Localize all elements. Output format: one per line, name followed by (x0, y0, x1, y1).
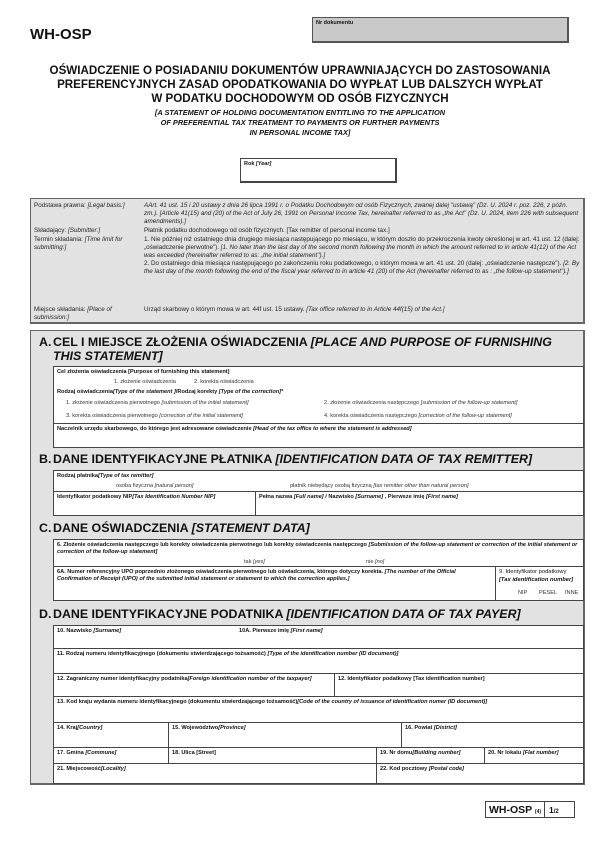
place-key-en: [Place of submission:] (34, 306, 112, 322)
field-13-label-pl: 13. Kod kraju wydania numeru identyfikacyjnego (dokumentu stwierdzającego tożsamość) (57, 699, 298, 705)
footer-form-id (485, 801, 575, 818)
remitter-name-label-pl: Pełna nazwa (259, 494, 293, 500)
remitter-name-label-pl2: / Nazwisko (325, 494, 354, 500)
section-b-title (53, 452, 532, 466)
field-22-label (380, 766, 580, 773)
type-option-2-pl: 2. złożenie oświadczenia następczego (324, 400, 420, 406)
remitter-nip-label (57, 494, 252, 501)
deadline-2-en: [2. By the last day of the month following the end of the fiscal year referred to in article 41 (20) of the Act (hereinafter referred to as : „the follow-up statement").] (144, 260, 580, 276)
field-6-yes-en: [yes] (253, 559, 265, 565)
deadline-1-en: [1. No later than the last day of the second month following the month in which the amount referred to in article 41(12) of the Act was exceeded (hereinafter referred to as: „the initial statement").] (144, 243, 577, 259)
field-12a-label-en: [Foreign identification number of the taxpayer] (187, 676, 312, 682)
field-18-street[interactable] (168, 747, 377, 764)
field-9-label-pl: 9. Identyfikator podatkowy (499, 569, 567, 575)
section-c-title-en: [STATEMENT DATA] (191, 521, 310, 535)
type-option-3[interactable] (66, 413, 243, 420)
deadline-key-en: [Time limit for submitting:] (34, 235, 123, 251)
year-label-pl: Rok (244, 161, 255, 167)
field-16-district[interactable] (401, 722, 584, 748)
field-6a-label (57, 569, 492, 583)
field-6-option-no[interactable] (366, 559, 384, 566)
tax-office-field[interactable] (53, 423, 584, 448)
type-label (57, 389, 283, 396)
field-6-no-pl: nie (366, 559, 374, 565)
field-9-label (499, 569, 580, 584)
field-19-building-number[interactable] (376, 747, 485, 764)
type-option-1-pl: 1. złożenie oświadczenia pierwotnego (66, 400, 160, 406)
type-label-en2: [Type of the correction]* (218, 389, 284, 395)
field-14-label-en: [Country] (77, 725, 103, 731)
field-16-label-en: [District] (433, 725, 457, 731)
purpose-label: Cel złożenia oświadczenia [Purpose of furnishing this statement] (57, 369, 230, 375)
title-line: OŚWIADCZENIE O POSIADANIU DOKUMENTÓW UPRAWNIAJĄCYCH DO ZASTOSOWANIA (49, 64, 551, 77)
document-number-label: Nr dokumentu (316, 20, 354, 26)
type-option-2[interactable] (324, 400, 517, 407)
section-d-title (53, 607, 521, 621)
field-15-label-en: [Province] (218, 725, 246, 731)
year-field[interactable] (240, 158, 397, 183)
legal-basis-key-pl: Podstawa prawna: (34, 202, 86, 209)
field-19-label-en: [Building number] (412, 750, 461, 756)
field-12a-label-pl: 12. Zagraniczny numer identyfikacyjny podatnika (57, 676, 188, 682)
deadline-value (144, 236, 582, 277)
field-20-label-en: [Flat number] (522, 750, 559, 756)
field-15-label-pl: 15. Województwo (172, 725, 219, 731)
section-d-letter: D. (39, 607, 52, 621)
surname-firstname-row (53, 625, 584, 649)
type-option-2-en: [submission of the follow-up statement] (420, 400, 518, 406)
type-option-4-pl: 4. korekta oświadczenia następczego (324, 413, 417, 419)
remitter-type-label-en: [Type of tax remitter] (98, 473, 154, 479)
field-10-label-pl: 10. Nazwisko (57, 628, 92, 634)
field-9-tax-id-type (495, 566, 584, 601)
field-6-cell (53, 539, 584, 567)
submitter-key (34, 227, 142, 235)
section-c-title (53, 521, 310, 535)
deadline-key-pl: Termin składania: (34, 235, 83, 243)
footer-page: 1 (549, 805, 554, 815)
type-option-1-en: [submission of the initial statement] (161, 400, 249, 406)
legal-basis-pl: AArt. 41 ust. 15 i 20 ustawy z dnia 26 lipca 1991 r. o Podatku Dochodowym od osób Fizycznych, zwanej dalej "ustawą" (Dz. U. 2024 r. poz. 226, z późn. zm.). (144, 202, 568, 218)
field-12-foreign-id[interactable] (53, 673, 335, 697)
field-22-label-pl: 22. Kod pocztowy (380, 766, 428, 772)
field-17-commune[interactable] (53, 747, 169, 764)
type-option-4-en: [correction of the follow-up statement] (418, 413, 512, 419)
submitter-value: Płatnik podatku dochodowego od osób fizycznych. [Tax remitter of personal income tax.] (144, 227, 390, 234)
field-6-no-en: [no] (375, 559, 385, 565)
section-b-letter: B. (39, 452, 52, 466)
field-15-label (172, 725, 398, 732)
remitter-option-natural[interactable] (116, 483, 193, 490)
section-a-title-en: [PLACE AND PURPOSE OF FURNISHING THIS STATEMENT] (53, 335, 552, 363)
footer-version: (4) (534, 809, 542, 815)
field-22-postal-code[interactable] (376, 763, 584, 784)
remitter-option-other[interactable] (290, 483, 469, 490)
type-option-1[interactable] (66, 400, 249, 407)
field-12b-label: 12. Identyfikator podatkowy [Tax identification number] (338, 676, 485, 682)
field-18-label: 18. Ulica [Street] (172, 750, 216, 756)
purpose-option-1[interactable]: 1. złożenie oświadczenia (114, 379, 176, 385)
field-6-label-en: [Submission of the follow-up statement or correction of the initial statement or correction of the follow-up statement] (57, 542, 578, 555)
field-19-label-pl: 19. Nr domu (380, 750, 413, 756)
remitter-name-label-en: [Full name] (293, 494, 324, 500)
remitter-name-label-en2: [Surname] (355, 494, 384, 500)
field-21-label (57, 766, 373, 773)
field-16-label (405, 725, 580, 732)
field-15-province[interactable] (168, 722, 402, 748)
field-9-option-inne[interactable]: INNE (565, 590, 579, 596)
purpose-option-2[interactable]: 2. korekta oświadczenia (194, 379, 254, 385)
section-c-letter: C. (39, 521, 52, 535)
tax-office-label (57, 426, 580, 433)
field-10-surname[interactable] (57, 628, 121, 635)
form-code: WH-OSP (30, 26, 92, 43)
section-a-title (53, 335, 573, 363)
field-14-country[interactable] (53, 722, 169, 748)
subtitle-line: [A STATEMENT OF HOLDING DOCUMENTATION ENTITLING TO THE APPLICATION (154, 108, 446, 117)
remitter-nip-label-en: [Tax Identification Number NIP] (132, 494, 216, 500)
deadline-2-pl: 2. Do ostatniego dnia miesiąca następującego po zakończeniu roku podatkowego, o którym mowa w art. 41 ust. 20 (dalej: „oświadczenie następcze"). (144, 260, 562, 268)
footer-form-code (486, 802, 545, 817)
submitter-key-en: [Submitter:] (67, 227, 101, 234)
field-13-country-code[interactable] (53, 696, 584, 723)
place-pl: Urząd skarbowy o którym mowa w art. 44f ust. 15 ustawy. (144, 306, 305, 313)
purpose-and-type-cell (53, 366, 584, 424)
footer-page-total: /2 (553, 809, 559, 815)
field-11-label (57, 651, 580, 658)
section-b-title-pl: DANE IDENTYFIKACYJNE PŁATNIKA (53, 452, 272, 466)
field-9-option-pesel[interactable]: PESEL (539, 590, 558, 596)
title-line: W PODATKU DOCHODOWYM OD OSÓB FIZYCZNYCH (151, 92, 449, 105)
section-d-title-en: [IDENTIFICATION DATA OF TAX PAYER] (286, 607, 521, 621)
remitter-option-other-en: [tax remitter other than natural person] (373, 483, 469, 489)
legal-basis-en: [Article 41(15) and (20) of the Act of July 26, 1991 on Personal Income Tax, hereinafter referred to as „the Act" (Dz. U. 2024, item 226 with subsequent amendments).] (144, 210, 579, 226)
field-10-label-en: [Surname] (93, 628, 122, 634)
field-21-locality[interactable] (53, 763, 377, 784)
info-block (30, 198, 585, 324)
remitter-name-field[interactable] (255, 491, 584, 516)
remitter-option-other-pl: płatnik niebędący osobą fizyczną (290, 483, 372, 489)
field-12-tax-id[interactable] (334, 673, 584, 697)
year-label (244, 161, 271, 167)
field-9-label-en: [Tax identification number] (499, 576, 574, 583)
legal-basis-key (34, 202, 142, 210)
remitter-option-natural-pl: osoba fizyczna (116, 483, 154, 489)
field-13-label (57, 699, 580, 706)
remitter-name-label-en3: [First name] (426, 494, 459, 500)
section-c-title-pl: DANE OŚWIADCZENIA (53, 521, 189, 535)
remitter-nip-field[interactable] (53, 491, 256, 516)
field-13-label-en: [Code of the country of issuance of identification numer (ID document)] (297, 699, 488, 705)
type-option-3-en: [correction of the initial statement] (159, 413, 243, 419)
field-17-label (57, 750, 165, 757)
remitter-nip-label-pl: Identyfikator podatkowy NIP (57, 494, 133, 500)
remitter-type-cell (53, 470, 584, 492)
field-19-label (380, 750, 481, 757)
field-22-label-en: [Postal code] (428, 766, 464, 772)
remitter-option-natural-en: [natural person] (154, 483, 194, 489)
field-21-label-pl: 21. Miejscowość (57, 766, 101, 772)
section-a-letter: A. (39, 335, 52, 349)
section-a-title-pl: CEL I MIEJSCE ZŁOŻENIA OŚWIADCZENIA (53, 335, 308, 349)
subtitle-line: IN PERSONAL INCOME TAX] (249, 128, 351, 137)
field-14-label-pl: 14. Kraj (57, 725, 78, 731)
field-6-yes-pl: tak (244, 559, 252, 565)
field-20-label-pl: 20. Nr lokalu (488, 750, 522, 756)
form-title (0, 64, 600, 106)
remitter-type-label (57, 473, 580, 480)
remitter-name-label-pl3: , Pierwsze imię (384, 494, 425, 500)
document-number-field[interactable] (312, 17, 569, 43)
place-en: [Tax office referred to in Article 44f(15) of the Act.] (306, 306, 445, 313)
type-label-pl: Rodzaj oświadczenia (57, 389, 113, 395)
type-label-pl2: /Rodzaj korekty (175, 389, 218, 395)
field-12a-label (57, 676, 331, 683)
deadline-1 (144, 236, 582, 261)
field-16-label-pl: 16. Powiat (405, 725, 433, 731)
remitter-type-label-pl: Rodzaj płatnika (57, 473, 99, 479)
field-17-label-pl: 17. Gmina (57, 750, 84, 756)
section-b-title-en: [IDENTIFICATION DATA OF TAX REMITTER] (275, 452, 533, 466)
type-option-3-pl: 3. korekta oświadczenia pierwotnego (66, 413, 158, 419)
place-value (144, 306, 582, 314)
field-10a-label-pl: 10A. Pierwsze imię (239, 628, 290, 634)
field-6-label (57, 542, 580, 556)
field-20-label (488, 750, 580, 757)
legal-basis-value (144, 202, 582, 227)
form-sections (30, 330, 585, 785)
deadline-key (34, 236, 142, 252)
field-6a-label-pl: 6A. Numer referencyjny UPO poprzednio złożonego oświadczenia pierwotnego lub oświadczenia, którego dotyczy korekta. (57, 569, 384, 575)
remitter-name-label (259, 494, 580, 501)
year-label-en: [Year] (255, 161, 272, 167)
deadline-1-pl: 1. Nie później niż ostatniego dnia drugiego miesiąca następującego po miesiącu, w którym doszło do przekroczenia kwoty określonej w art. 41 ust. 12 (dalej: „oświadczenie pierwotne"). (144, 235, 580, 251)
type-label-en: [Type of the statement ] (112, 389, 176, 395)
field-20-flat-number[interactable] (484, 747, 584, 764)
field-6a-label-en: [The number of the Official Confirmation of Receipt (UPO) of the submitted initial statement or statement to which the correction applies.] (57, 569, 456, 582)
place-key (34, 306, 142, 322)
section-d-title-pl: DANE IDENTYFIKACYJNE PODATNIKA (53, 607, 283, 621)
form-subtitle (0, 108, 600, 138)
footer-code-text: WH-OSP (489, 804, 532, 816)
type-option-4[interactable] (324, 413, 512, 420)
field-14-label (57, 725, 165, 732)
field-6a-upo-number[interactable] (53, 566, 496, 601)
submitter-key-pl: Składający: (34, 227, 67, 234)
field-11-label-en: [Type of the identification number (ID document)] (267, 651, 399, 657)
place-key-pl: Miejsce składania: (34, 306, 86, 313)
field-11-id-type[interactable] (53, 648, 584, 674)
title-line: PREFERENCYJNYCH ZASAD OPODATKOWANIA DO WYPŁAT LUB DALSZYCH WYPŁAT (57, 78, 543, 91)
field-6-option-yes[interactable] (244, 559, 265, 566)
field-10a-label-en: [First name] (290, 628, 323, 634)
field-9-option-nip[interactable]: NIP (518, 590, 528, 596)
field-10a-first-name[interactable] (239, 628, 323, 635)
deadline-2 (144, 260, 582, 276)
legal-basis-key-en: [Legal basis:] (87, 202, 125, 209)
field-11-label-pl: 11. Rodzaj numeru identyfikacyjnego (dokumentu stwierdzającego tożsamość) (57, 651, 266, 657)
field-21-label-en: [Locality] (100, 766, 126, 772)
subtitle-line: OF PREFERENTIAL TAX TREATMENT TO PAYMENTS OR FURTHER PAYMENTS (160, 118, 440, 127)
field-17-label-en: [Commune] (85, 750, 117, 756)
field-6-label-pl: 6. Złożenie oświadczenia następczego lub korekty oświadczenia pierwotnego lub korekty oświadczenia następczego (57, 542, 367, 548)
footer-page-number (545, 802, 563, 817)
tax-office-label-en: [Head of the tax office to where the statement is addressed] (253, 426, 412, 432)
tax-office-label-pl: Naczelnik urzędu skarbowego, do którego jest adresowane oświadczenie (57, 426, 252, 432)
